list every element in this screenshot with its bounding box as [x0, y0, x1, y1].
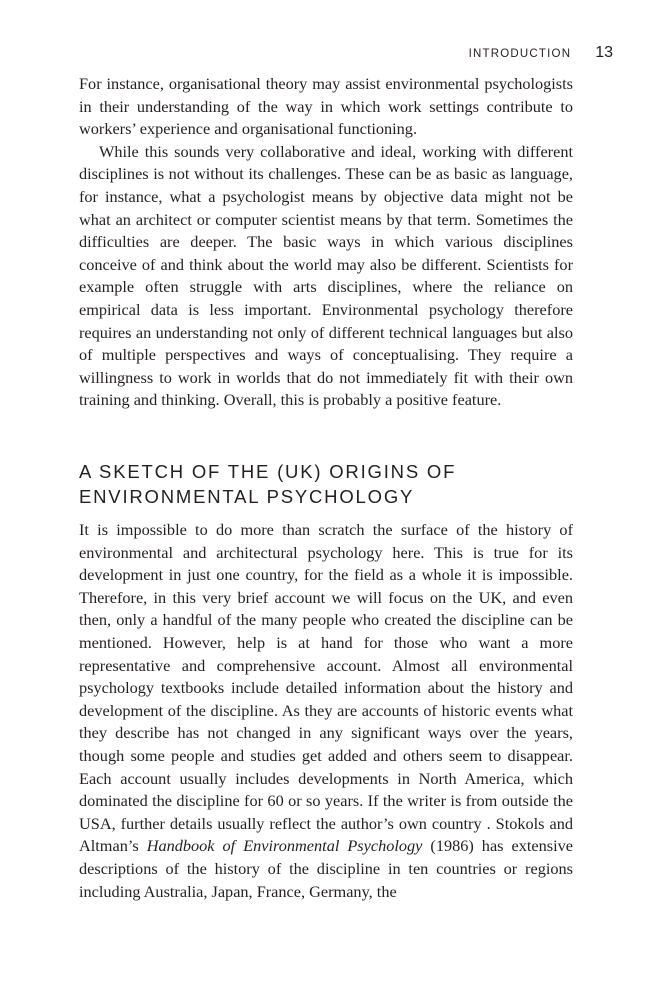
text-block-top	[79, 73, 573, 412]
paragraph-history	[79, 519, 573, 903]
paragraph-continued: For instance, organisational theory may assist environmental psychologists in their understanding of the way in which work settings contribute to workers’ experience and organisational functioning.	[79, 74, 573, 139]
page-number: 13	[595, 44, 613, 61]
paragraph-history-text-2: (1986) has extensive descriptions of the history of the discipline in ten countries or regions including Australia, Japan, France, Germany, the	[79, 836, 573, 901]
paragraph-interdisciplinary-challenges: While this sounds very collaborative and ideal, working with different disciplines is not without its challenges. These can be as basic as language, for instance, what a psychologist means by objective data might not be what an architect or computer scientist means by that term. Sometimes the difficulties are deeper. The basic ways in which various disciplines conceive of and think about the world may also be different. Scientists for example often struggle with arts disciplines, where the reliance on empirical data is less important. Environmental psychology therefore requires an understanding not only of different technical languages but also of multiple perspectives and ways of conceptualising. They require a willingness to work in worlds that do not immediately fit with their own training and thinking. Overall, this is probably a positive feature.	[79, 141, 573, 410]
book-title-italic: Handbook of Environmental Psychology	[146, 836, 423, 856]
paragraph-history-text-1: It is impossible to do more than scratch the surface of the history of environmental and architectural psychology here. This is true for its development in just one country, for the field as a whole it is impossible. Therefore, in this very brief account we will focus on the UK, and even then, only a handful of the many people who created the discipline can be mentioned. However, help is at hand for those who want a more representative and comprehensive account. Almost all environmental psychology textbooks include detailed information about the history and development of the discipline. As they are accounts of historic events what they describe has not changed in any significant ways over the years, though some people and studies get added and others seem to disappear. Each account usually includes developments in North America, which dominated the discipline for 60 or so years. If the writer is from outside the USA, further details usually reflect the author’s own country . Stokols and Altman’s	[79, 520, 573, 856]
running-head	[469, 44, 613, 62]
section-heading-line-2: ENVIRONMENTAL PSYCHOLOGY	[79, 486, 415, 507]
section-heading-line-1: A SKETCH OF THE (UK) ORIGINS OF	[79, 461, 457, 482]
running-head-section: INTRODUCTION	[468, 48, 572, 60]
text-block-bottom	[79, 519, 573, 903]
section-heading	[79, 459, 573, 509]
